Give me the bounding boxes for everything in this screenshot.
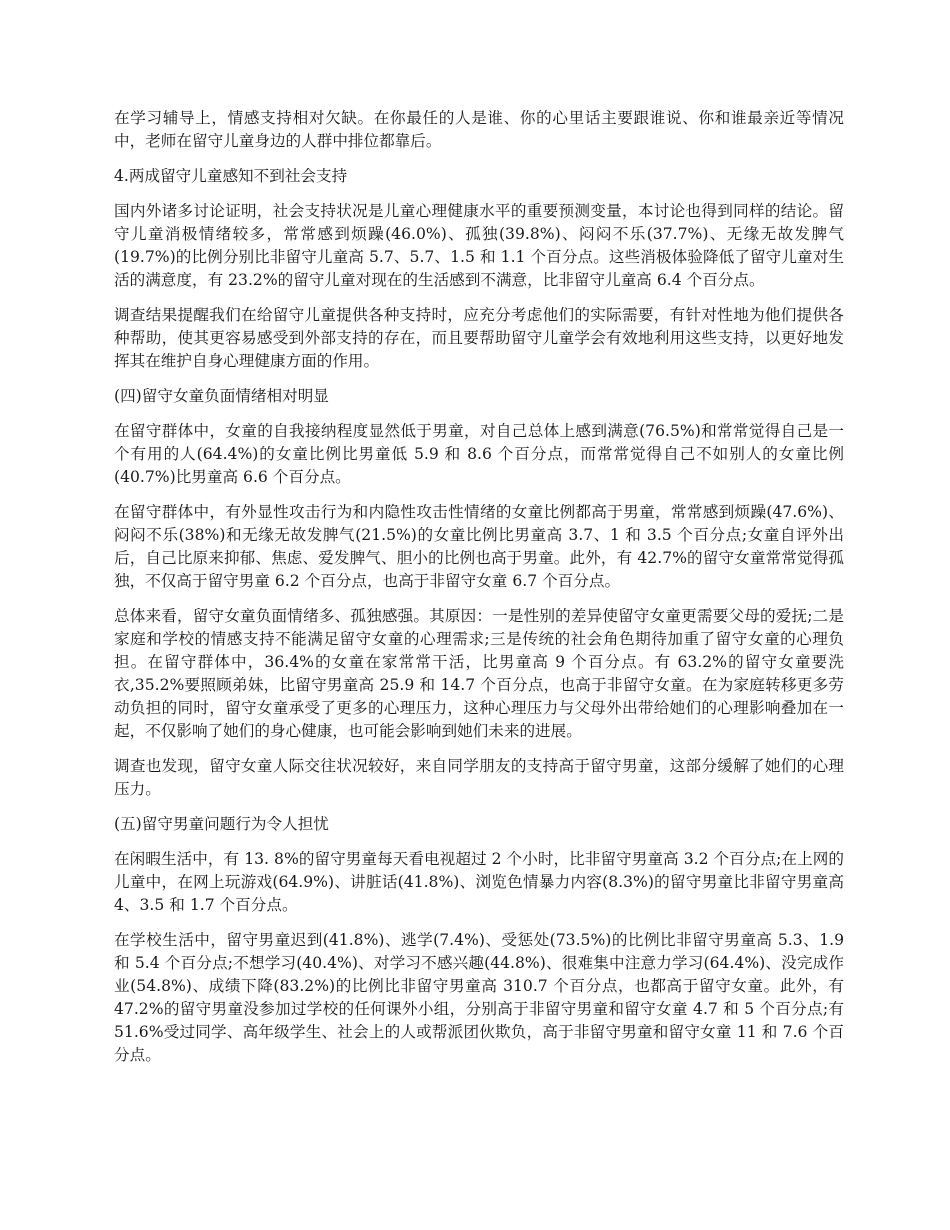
paragraph-boys-leisure: 在闲暇生活中，有 13. 8%的留守男童每天看电视超过 2 个小时，比非留守男童高 3.2 个百分点;在上网的儿童中，在网上玩游戏(64.9%)、讲脏话(41.8%)、浏览色情暴力内容(8.3%)的留守男童比非留守男童高 4、3.5 和 1.7 个百分点。 <box>114 850 844 914</box>
paragraph-boys-school: 在学校生活中，留守男童迟到(41.8%)、逃学(7.4%)、受惩处(73.5%)的比例比非留守男童高 5.3、1.9 和 5.4 个百分点;不想学习(40.4%)、对学习不感兴趣(44.8%)、很难集中注意力学习(64.4%)、没完成作业(54.8%)、成绩下降(83.2%)的比例比非留守男童高 310.7 个百分点，也都高于留守女童。此外，有 47.2%的留守男童没参加过学校的任何课外小组，分别高于非留守男童和留守女童 4.7 和 5 个百分点;有 51.6%受过同学、高年级学生、社会上的人或帮派团伙欺负，高于非留守男童和留守女童 11 和 7.6 个百分点。 <box>114 931 844 1064</box>
section-heading-girls-emotions: (四)留守女童负面情绪相对明显 <box>114 387 329 405</box>
document-body <box>114 107 844 1079</box>
paragraph-girls-causes: 总体来看，留守女童负面情绪多、孤独感强。其原因：一是性别的差异使留守女童更需要父母的爱抚;二是家庭和学校的情感支持不能满足留守女童的心理需求;三是传统的社会角色期待加重了留守女童的心理负担。在留守群体中，36.4%的女童在家常常干活，比男童高 9 个百分点。有 63.2%的留守女童要洗衣,35.2%要照顾弟妹，比留守男童高 25.9 和 14.7 个百分点，也高于非留守女童。在为家庭转移更多劳动负担的同时，留守女童承受了更多的心理压力，这种心理压力与父母外出带给她们的心理影响叠加在一起，不仅影响了她们的身心健康，也可能会影响到她们未来的进展。 <box>114 607 844 740</box>
paragraph-girls-aggression: 在留守群体中，有外显性攻击行为和内隐性攻击性情绪的女童比例都高于男童，常常感到烦躁(47.6%)、闷闷不乐(38%)和无缘无故发脾气(21.5%)的女童比例比男童高 3.7、1 和 3.5 个百分点;女童自评外出后，自己比原来抑郁、焦虑、爱发脾气、胆小的比例也高于男童。此外，有 42.7%的留守女童常常觉得孤独，不仅高于留守男童 6.2 个百分点，也高于非留守女童 6.7 个百分点。 <box>114 503 844 590</box>
section-heading-boys-behavior: (五)留守男童问题行为令人担忧 <box>114 815 329 833</box>
paragraph-girls-relationships: 调查也发现，留守女童人际交往状况较好，来自同学朋友的支持高于留守男童，这部分缓解了她们的心理压力。 <box>114 757 844 798</box>
paragraph-girls-self-acceptance: 在留守群体中，女童的自我接纳程度显然低于男童，对自己总体上感到满意(76.5%)和常常觉得自己是一个有用的人(64.4%)的女童比例比男童低 5.9 和 8.6 个百分点，而常常觉得自己不如别人的女童比例(40.7%)比男童高 6.6 个百分点。 <box>114 422 844 486</box>
paragraph-emotional-support: 在学习辅导上，情感支持相对欠缺。在你最任的人是谁、你的心里话主要跟谁说、你和谁最亲近等情况中，老师在留守儿童身边的人群中排位都靠后。 <box>114 109 844 150</box>
paragraph-social-support-findings: 国内外诸多讨论证明，社会支持状况是儿童心理健康水平的重要预测变量，本讨论也得到同样的结论。留守儿童消极情绪较多，常常感到烦躁(46.0%)、孤独(39.8%)、闷闷不乐(37.7%)、无缘无故发脾气(19.7%)的比例分别比非留守儿童高 5.7、5.7、1.5 和 1.1 个百分点。这些消极体验降低了留守儿童对生活的满意度，有 23.2%的留守儿童对现在的生活感到不满意，比非留守儿童高 6.4 个百分点。 <box>114 202 844 289</box>
section-heading-social-support: 4.两成留守儿童感知不到社会支持 <box>114 167 348 185</box>
paragraph-survey-reminder: 调查结果提醒我们在给留守儿童提供各种支持时，应充分考虑他们的实际需要，有针对性地为他们提供各种帮助，使其更容易感受到外部支持的存在，而且要帮助留守儿童学会有效地利用这些支持，以更好地发挥其在维护自身心理健康方面的作用。 <box>114 306 844 370</box>
